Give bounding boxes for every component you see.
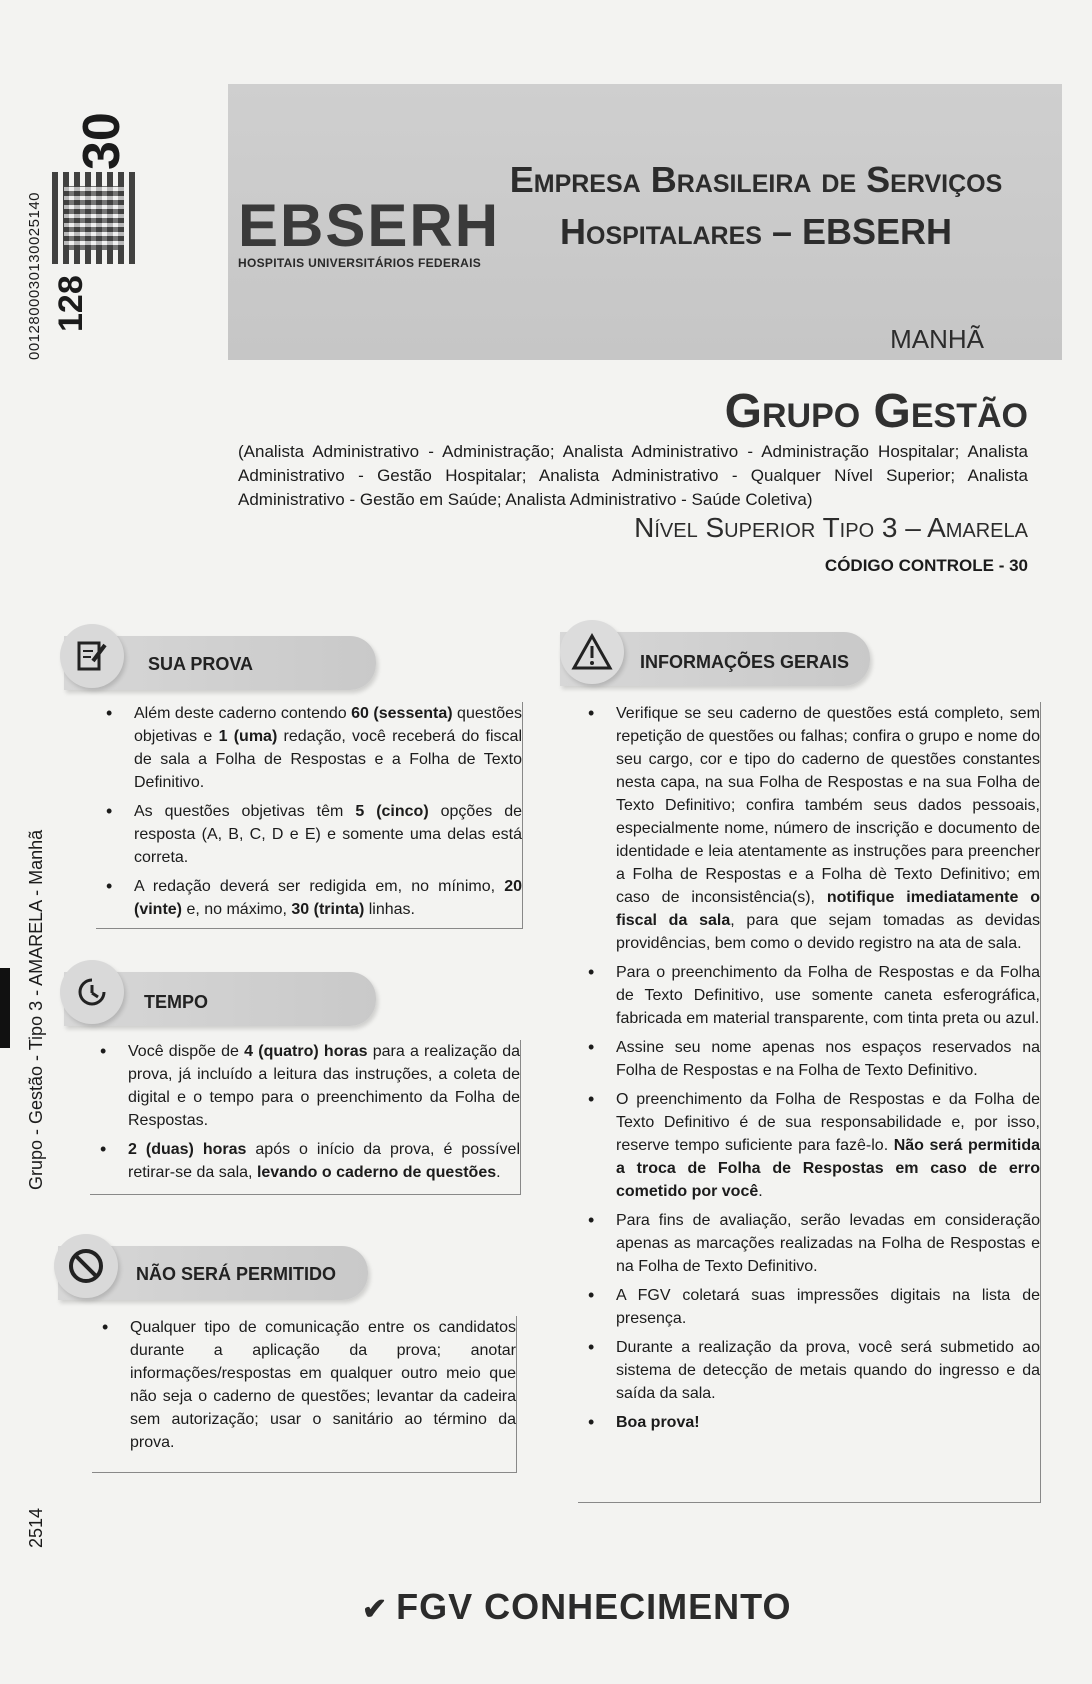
qr-code-icon — [52, 172, 136, 264]
info-box — [578, 702, 1041, 1503]
list-item: • Verifique se seu caderno de questões está completo, sem repetição de questões ou falhas; confira o grupo e nome do seu cargo, cor e tipo do caderno de questões constantes nesta capa, na sua Folha de Respostas e na sua Folha de Texto Definitivo; confira também seus dados pessoais, especialmente nome, número de inscrição e documento de identidade e leia atentamente as instruções para preencher a Folha de Respostas e a Folha dè Texto Definitivo; em caso de inconsistência(s), notifique imediatamente o fiscal da sala, para que sejam tomadas as devidas providências, bem como o devido registro na ata de sala. — [578, 702, 1040, 955]
fgv-mark-icon: ✔ — [362, 1593, 389, 1626]
list-item: • Durante a realização da prova, você será submetido ao sistema de detecção de metais quando do ingresso e da saída da sala. — [578, 1336, 1040, 1405]
nao-permitido-title: NÃO SERÁ PERMITIDO — [136, 1264, 337, 1284]
clock-icon — [60, 960, 124, 1024]
info-title: INFORMAÇÕES GERAIS — [640, 652, 850, 672]
list-item: • As questões objetivas têm 5 (cinco) opções de resposta (A, B, C, D e E) e somente uma delas está correta. — [96, 800, 522, 869]
list-item: • A redação deverá ser redigida em, no mínimo, 20 (vinte) e, no máximo, 30 (trinta) linhas. — [96, 875, 522, 921]
ebserh-logo: EBSERH HOSPITAIS UNIVERSITÁRIOS FEDERAIS — [238, 192, 501, 270]
side-number-128: 128 — [52, 275, 90, 332]
list-item: • 2 (duas) horas após o início da prova, é possível retirar-se da sala, levando o caderno de questões. — [90, 1138, 520, 1184]
list-item: • O preenchimento da Folha de Respostas e da Folha de Texto Definitivo é de sua responsabilidade e, por isso, reserve tempo suficiente para fazê-lo. Não será permitida a troca de Folha de Respostas em caso de erro cometido por você. — [578, 1088, 1040, 1203]
sua-prova-box — [96, 702, 523, 929]
color-marker — [0, 968, 10, 1048]
list-item: • Para o preenchimento da Folha de Respostas e da Folha de Texto Definitivo, use somente caneta esferográfica, fabricada em material transparente, com tinta preta ou azul. — [578, 961, 1040, 1030]
list-item: • Assine seu nome apenas nos espaços reservados na Folha de Respostas e na Folha de Texto Definitivo. — [578, 1036, 1040, 1082]
side-number-30: 30 — [73, 112, 131, 170]
group-title: Grupo Gestão — [724, 385, 1028, 438]
side-group-line: Grupo - Gestão - Tipo 3 - AMARELA - Manhã — [26, 829, 46, 1190]
level-type: Nível Superior Tipo 3 – Amarela — [634, 512, 1028, 543]
list-item: • Para fins de avaliação, serão levadas em consideração apenas as marcações realizadas na Folha de Respostas e na Folha de Texto Definitivo. — [578, 1209, 1040, 1278]
group-description: (Analista Administrativo - Administração; Analista Administrativo - Administração Hospitalar; Analista Administrativo - Gestão Hospitalar; Analista Administrativo - Qualquer Nível Superior; Analista Administrativo - Gestão em Saúde; Analista Administrativo - Saúde Coletiva) — [238, 442, 1028, 509]
warning-icon — [560, 620, 624, 684]
list-item: • Além deste caderno contendo 60 (sessenta) questões objetivas e 1 (uma) redação, você receberá do fiscal de sala a Folha de Respostas e a Folha de Texto Definitivo. — [96, 702, 522, 794]
sua-prova-title: SUA PROVA — [148, 654, 254, 674]
list-item: • Boa prova! — [578, 1411, 1040, 1434]
barcode-number: 0012800030130025140 — [26, 191, 43, 360]
list-item: • Qualquer tipo de comunicação entre os candidatos durante a aplicação da prova; anotar informações/respostas em qualquer outro meio que não seja o caderno de questões; levantar da cadeira sem autorização; usar o sanitário ao término da prova. — [92, 1316, 516, 1454]
tempo-title: TEMPO — [144, 992, 209, 1012]
prohibited-icon — [54, 1234, 118, 1298]
control-code: CÓDIGO CONTROLE - 30 — [824, 556, 1028, 575]
list-item: • A FGV coletará suas impressões digitais na lista de presença. — [578, 1284, 1040, 1330]
company-name: Empresa Brasileira de Serviços Hospitalares – EBSERH — [509, 159, 1003, 252]
fgv-logo: ✔ FGV CONHECIMENTO — [362, 1586, 792, 1627]
shift-label: MANHÃ — [890, 324, 984, 354]
side-number-2514: 2514 — [26, 1507, 46, 1548]
list-item: • Você dispõe de 4 (quatro) horas para a realização da prova, já incluído a leitura das instruções, a coleta de digital e o tempo para o preenchimento da Folha de Respostas. — [90, 1040, 520, 1132]
tempo-box — [90, 1040, 521, 1195]
header-band — [228, 84, 1062, 360]
edit-document-icon — [60, 624, 124, 688]
nao-permitido-box — [92, 1316, 517, 1473]
